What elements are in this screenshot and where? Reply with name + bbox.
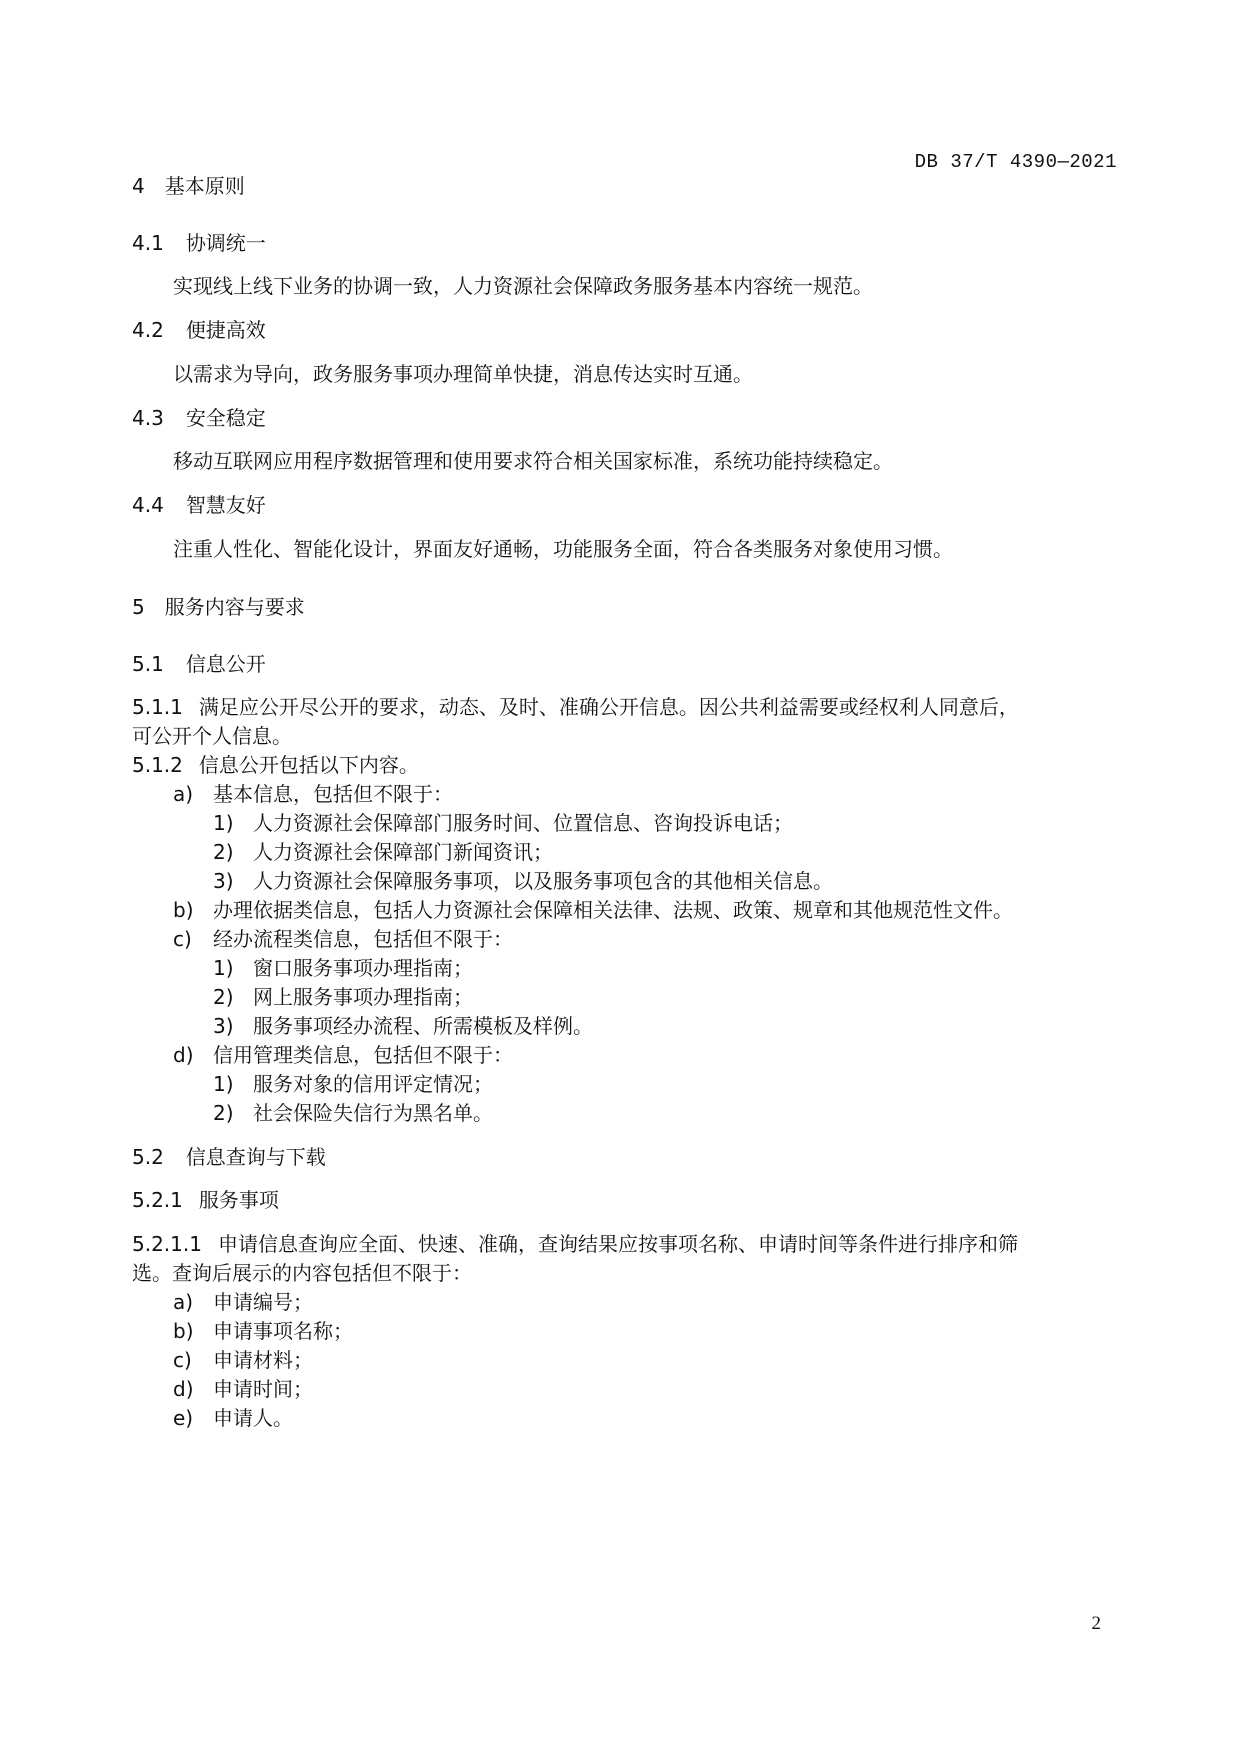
- section-number: 4.3: [132, 406, 164, 430]
- list-text: 经办流程类信息，包括但不限于：: [213, 927, 513, 951]
- clause-5-1-1: [132, 693, 1019, 721]
- list-text: 基本信息，包括但不限于：: [213, 782, 453, 806]
- section-number: 4: [132, 174, 145, 198]
- list-text: 服务事项经办流程、所需模板及样例。: [253, 1014, 593, 1038]
- section-5-2-1-heading: [132, 1186, 279, 1214]
- sub-list-item: [213, 1099, 493, 1127]
- section-title: 服务事项: [198, 1188, 279, 1212]
- clause-text: 满足应公开尽公开的要求，动态、及时、准确公开信息。因公共利益需要或经权利人同意后，: [198, 695, 1019, 719]
- section-title: 信息公开: [185, 652, 266, 676]
- clause-text: 申请信息查询应全面、快速、准确，查询结果应按事项名称、申请时间等条件进行排序和筛: [217, 1232, 1018, 1256]
- list-text: 社会保险失信行为黑名单。: [253, 1101, 493, 1125]
- sub-list-item: [213, 867, 833, 895]
- list-text: 人力资源社会保障服务事项，以及服务事项包含的其他相关信息。: [253, 869, 833, 893]
- list-marker: 1): [213, 956, 234, 980]
- clause-text: 信息公开包括以下内容。: [198, 753, 419, 777]
- list-marker: 1): [213, 811, 234, 835]
- clause-5-1-2: [132, 751, 419, 779]
- section-5-1-heading: [132, 650, 266, 678]
- list-item: [173, 925, 513, 953]
- list-marker: a): [173, 1290, 194, 1314]
- clause-number: 5.2.1.1: [132, 1232, 202, 1256]
- clause-5-2-1-1: [132, 1230, 1018, 1258]
- list-marker: d): [173, 1043, 194, 1067]
- sub-list-item: [213, 983, 473, 1011]
- section-title: 信息查询与下载: [185, 1145, 326, 1169]
- list-text: 申请时间；: [213, 1377, 313, 1401]
- sub-list-item: [213, 1012, 593, 1040]
- list-item: [173, 1404, 293, 1432]
- document-code: DB 37/T 4390—2021: [914, 151, 1117, 173]
- section-title: 便捷高效: [185, 318, 266, 342]
- paragraph: 以需求为导向，政务服务事项办理简单快捷，消息传达实时互通。: [173, 362, 753, 386]
- list-marker: 3): [213, 869, 234, 893]
- section-number: 4.1: [132, 231, 164, 255]
- list-marker: 3): [213, 1014, 234, 1038]
- list-item: [173, 780, 453, 808]
- list-marker: 1): [213, 1072, 234, 1096]
- section-4-2-heading: [132, 316, 266, 344]
- section-5-2-heading: [132, 1143, 326, 1171]
- section-number: 5.2: [132, 1145, 164, 1169]
- sub-list-item: [213, 1070, 493, 1098]
- list-marker: 2): [213, 985, 234, 1009]
- clause-continuation: 选。查询后展示的内容包括但不限于：: [132, 1261, 472, 1285]
- list-item: [173, 1288, 313, 1316]
- list-marker: a): [173, 782, 194, 806]
- sub-list-item: [213, 838, 553, 866]
- clause-number: 5.1.1: [132, 695, 183, 719]
- list-text: 申请人。: [213, 1406, 293, 1430]
- section-number: 5.1: [132, 652, 164, 676]
- section-title: 智慧友好: [185, 493, 266, 517]
- section-number: 4.4: [132, 493, 164, 517]
- section-title: 协调统一: [185, 231, 266, 255]
- list-marker: 2): [213, 1101, 234, 1125]
- paragraph: 注重人性化、智能化设计，界面友好通畅，功能服务全面，符合各类服务对象使用习惯。: [173, 537, 953, 561]
- section-4-3-heading: [132, 404, 266, 432]
- list-text: 申请材料；: [213, 1348, 313, 1372]
- list-marker: b): [173, 898, 194, 922]
- list-text: 申请事项名称；: [213, 1319, 353, 1343]
- list-marker: c): [173, 1348, 192, 1372]
- section-number: 4.2: [132, 318, 164, 342]
- list-text: 窗口服务事项办理指南；: [253, 956, 473, 980]
- section-4-4-heading: [132, 491, 266, 519]
- list-text: 信用管理类信息，包括但不限于：: [213, 1043, 513, 1067]
- list-text: 人力资源社会保障部门服务时间、位置信息、咨询投诉电话；: [253, 811, 793, 835]
- list-marker: b): [173, 1319, 194, 1343]
- list-text: 申请编号；: [213, 1290, 313, 1314]
- section-5-heading: [132, 593, 305, 621]
- list-text: 办理依据类信息，包括人力资源社会保障相关法律、法规、政策、规章和其他规范性文件。: [213, 898, 1013, 922]
- section-title: 安全稳定: [185, 406, 266, 430]
- section-4-1-heading: [132, 229, 266, 257]
- list-text: 人力资源社会保障部门新闻资讯；: [253, 840, 553, 864]
- list-item: [173, 1041, 513, 1069]
- paragraph: 实现线上线下业务的协调一致，人力资源社会保障政务服务基本内容统一规范。: [173, 274, 873, 298]
- section-number: 5.2.1: [132, 1188, 183, 1212]
- list-item: [173, 896, 1013, 924]
- list-item: [173, 1346, 313, 1374]
- list-marker: 2): [213, 840, 234, 864]
- section-4-heading: [132, 172, 245, 200]
- list-marker: c): [173, 927, 192, 951]
- page-number: 2: [1091, 1613, 1101, 1634]
- list-marker: e): [173, 1406, 194, 1430]
- clause-continuation: 可公开个人信息。: [132, 724, 292, 748]
- sub-list-item: [213, 809, 793, 837]
- list-item: [173, 1375, 313, 1403]
- section-title: 服务内容与要求: [164, 595, 305, 619]
- sub-list-item: [213, 954, 473, 982]
- paragraph: 移动互联网应用程序数据管理和使用要求符合相关国家标准，系统功能持续稳定。: [173, 449, 893, 473]
- list-item: [173, 1317, 353, 1345]
- clause-number: 5.1.2: [132, 753, 183, 777]
- list-text: 网上服务事项办理指南；: [253, 985, 473, 1009]
- list-marker: d): [173, 1377, 194, 1401]
- section-title: 基本原则: [164, 174, 245, 198]
- section-number: 5: [132, 595, 145, 619]
- list-text: 服务对象的信用评定情况；: [253, 1072, 493, 1096]
